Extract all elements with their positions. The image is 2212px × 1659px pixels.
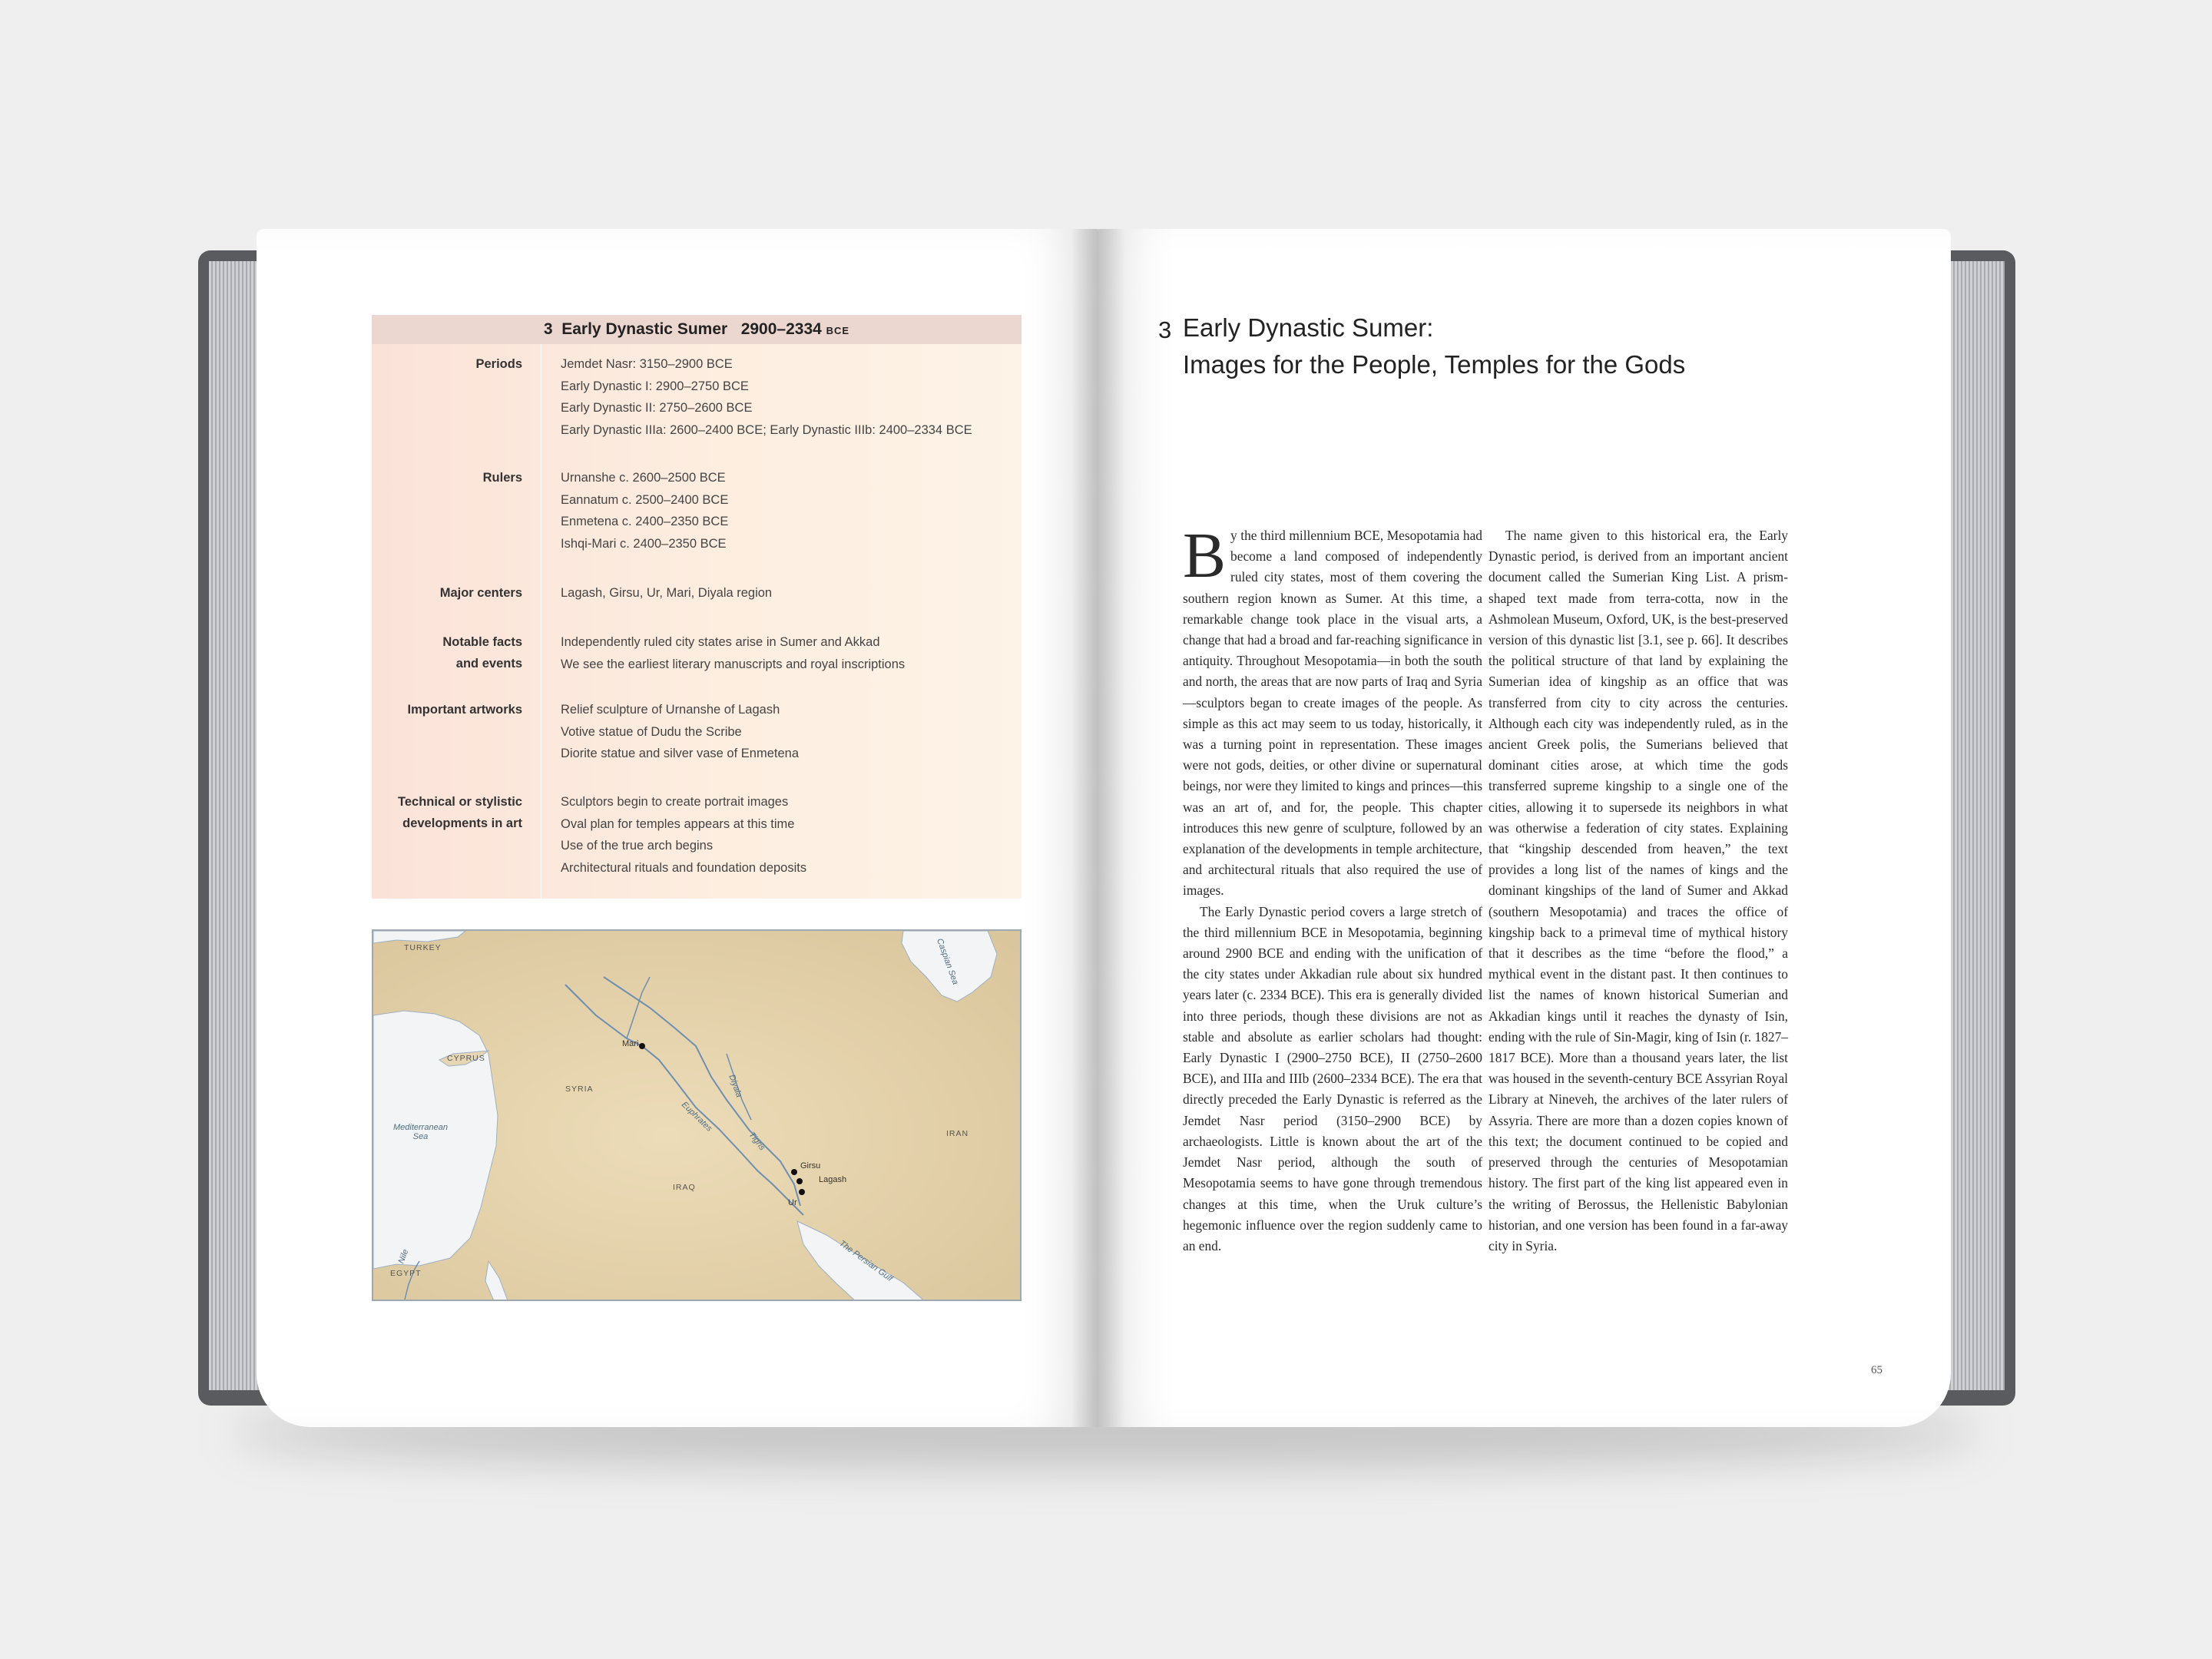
timeline-header-title: Early Dynastic Sumer (561, 320, 728, 338)
map-label-iran: IRAN (946, 1129, 969, 1138)
timeline-row-items (561, 631, 1014, 675)
timeline-row-label (372, 699, 522, 720)
timeline-item: Diorite statue and silver vase of Enmetena (561, 747, 799, 760)
label-line: Rulers (482, 471, 522, 485)
map-label-syria: SYRIA (565, 1084, 594, 1094)
timeline-row-items (561, 791, 1014, 879)
map-label-mediterranean (393, 1123, 448, 1141)
label-line: Notable facts (442, 635, 522, 649)
timeline-item: Jemdet Nasr: 3150–2900 BCE (561, 357, 733, 371)
paragraph-text: y the third millennium BCE, Mesopotamia had become a land composed of independently ruled city states, most of them covering the southern region known as Sumer. At this time, a remarkable change took place in the visual arts, a change that had a broad and far-reaching significance in antiquity. Throughout Mesopotamia—in both the south and north, the areas that are now parts of Iraq and Syria—sculptors began to create images of the people. As simple as this act may seem to us today, historically, it was a turning point in representation. These images were not gods, deities, or other divine or supernatural beings, nor were they limited to kings and princes—this was an art of, and for, the people. This chapter introduces this new genre of sculpture, followed by an explanation of the developments in temple architecture, and architectural rituals that also required the use of images. (1183, 528, 1482, 899)
timeline-item: Use of the true arch begins (561, 839, 714, 853)
timeline-item: Votive statue of Dudu the Scribe (561, 724, 742, 739)
timeline-header-era: BCE (826, 325, 850, 336)
timeline-item: Lagash, Girsu, Ur, Mari, Diyala region (561, 586, 773, 600)
timeline-item: Architectural rituals and foundation deposits (561, 860, 807, 875)
map-label-diyala: Diyala (727, 1073, 744, 1099)
timeline-item: Eannatum c. 2500–2400 BCE (561, 492, 729, 507)
label-line: Technical or stylistic (397, 795, 522, 809)
body-column-2 (1488, 525, 1788, 1257)
chapter-number: 3 (1158, 316, 1172, 343)
timeline-header-dates: 2900–2334 (740, 320, 822, 338)
map-label-cyprus: CYPRUS (447, 1054, 485, 1063)
drop-cap: B (1183, 520, 1227, 591)
timeline-item: We see the earliest literary manuscripts and royal inscriptions (561, 657, 906, 671)
timeline-item: Early Dynastic IIIa: 2600–2400 BCE; Early Dynastic IIIb: 2400–2334 BCE (561, 422, 972, 437)
timeline-item: Enmetena c. 2400–2350 BCE (561, 515, 729, 528)
timeline-row-label (372, 631, 522, 674)
page-number: 65 (1871, 1364, 1883, 1376)
label-line: and events (455, 657, 522, 671)
map-label-lagash: Lagash (819, 1175, 847, 1184)
map-label-iraq: IRAQ (673, 1183, 696, 1192)
map-label-nile: Nile (396, 1248, 411, 1265)
label-line: developments in art (402, 816, 522, 830)
map-label-tigris: Tigris (747, 1130, 767, 1153)
body-column-1 (1183, 520, 1482, 1257)
timeline-row-label (372, 791, 522, 834)
timeline-item: Sculptors begin to create portrait images (561, 795, 789, 809)
body-paragraph: The Early Dynastic period covers a large stretch of the third millennium BCE in Mesopotamia, beginning around 2900 BCE and ending with the unification of the city states under Akkadian rule about six hundred years later (c. 2334 BCE). This era is generally divided into three periods, though these divisions are not as stable and absolute as earlier scholars had thought: Early Dynastic I (2900–2750 BCE), II (2750–2600 BCE), and IIIa and IIIb (2600–2334 BCE). The era that directly preceded the Early Dynastic is referred as the Jemdet Nasr period (3150–2900 BCE) by archaeologists. Little is known about the art of the Jemdet Nasr period, although the south of Mesopotamia seems to have gone through tremendous changes at this time, when the Uruk culture’s hegemonic influence over the region suddenly came to an end. (1183, 903, 1482, 1253)
timeline-row-items (561, 699, 1014, 765)
timeline-item: Independently ruled city states arise in Sumer and Akkad (561, 635, 880, 649)
map-label-caspian: Caspian Sea (935, 937, 960, 986)
mediterranean-line: Mediterranean (393, 1123, 448, 1132)
timeline-row-items (561, 467, 1014, 555)
timeline-row-label (372, 582, 522, 604)
timeline-row-label (372, 353, 522, 375)
timeline-item: Early Dynastic II: 2750–2600 BCE (561, 401, 753, 415)
page-edges-right (1943, 261, 2005, 1390)
map-site-mari (639, 1043, 645, 1049)
label-line: Important artworks (407, 703, 522, 717)
map-of-mesopotamia (372, 929, 1022, 1301)
map-site-girsu (791, 1169, 797, 1175)
timeline-row-items (561, 353, 1014, 441)
map-site-lagash (796, 1178, 803, 1184)
map-label-persian-gulf: The Persian Gulf (837, 1238, 895, 1284)
timeline-item: Oval plan for temples appears at this time (561, 816, 795, 831)
map-site-ur (799, 1189, 805, 1195)
timeline-header-number: 3 (543, 320, 553, 338)
book-gutter (1071, 229, 1125, 1427)
label-line: Major centers (439, 586, 522, 600)
map-label-mari: Mari (622, 1039, 639, 1048)
map-label-ur: Ur (788, 1198, 797, 1207)
chapter-title-line-2: Images for the People, Temples for the Gods (1183, 350, 1686, 379)
timeline-item: Ishqi-Mari c. 2400–2350 BCE (561, 536, 727, 551)
timeline-item: Relief sculpture of Urnanshe of Lagash (561, 703, 780, 717)
label-line: Periods (475, 357, 522, 371)
body-paragraph (1183, 520, 1482, 902)
map-label-euphrates: Euphrates (679, 1100, 714, 1134)
timeline-item: Early Dynastic I: 2900–2750 BCE (561, 379, 749, 393)
body-paragraph: The name given to this historical era, the Early Dynastic period, is derived from an important ancient document called the Sumerian King List. A prism-shaped text made from terra-cotta, now in the Ashmolean Museum, Oxford, UK, is the best-preserved version of this dynastic list [3.1, see p. 66]. It describes the political structure of that land by explaining the Sumerian idea of kingship as an office that was transferred from city to city across the centuries. Although each city was independently ruled, as in the ancient Greek polis, the Sumerians believed that dominant cities arose, at which time the gods transferred supreme kingship to a single one of the cities, allowing it to supersede its neighbors in what was otherwise a federation of city states. Explaining that “kingship descended from heaven,” the text provides a long list of the names of kings and the dominant kingships of the land of Sumer and Akkad (southern Mesopotamia) and traces the office of kingship back to a primeval time of mythical history that it describes as the time “before the flood,” a mythical event in the distant past. It then continues to list the names of known historical Sumerian and Akkadian kings until it reaches the dynasty of Isin, ending with the rule of Sin-Magir, king of Isin (r. 1827–1817 BCE). More than a thousand years later, the list was housed in the seventh-century BCE Assyrian Royal Library at Nineveh, the archives of the later rulers of Assyria. There are more than a dozen copies known of this text; the document continued to be copied and preserved through the centuries of Mesopotamian history. The first part of the king list appeared even in the writing of Berossus, the Hellenistic Babylonian historian, and one version has been found in a far-away city in Syria. (1488, 528, 1788, 1253)
map-label-girsu: Girsu (800, 1161, 821, 1171)
timeline-header (372, 315, 1022, 344)
timeline-item: Urnanshe c. 2600–2500 BCE (561, 471, 726, 485)
timeline-row-label (372, 467, 522, 488)
chapter-title-line-1: Early Dynastic Sumer: (1183, 313, 1434, 342)
timeline-row-items (561, 582, 1014, 604)
map-label-egypt: EGYPT (390, 1269, 422, 1278)
timeline-table (372, 315, 1022, 899)
map-label-turkey: TURKEY (404, 943, 442, 952)
mediterranean-line: Sea (412, 1132, 429, 1141)
